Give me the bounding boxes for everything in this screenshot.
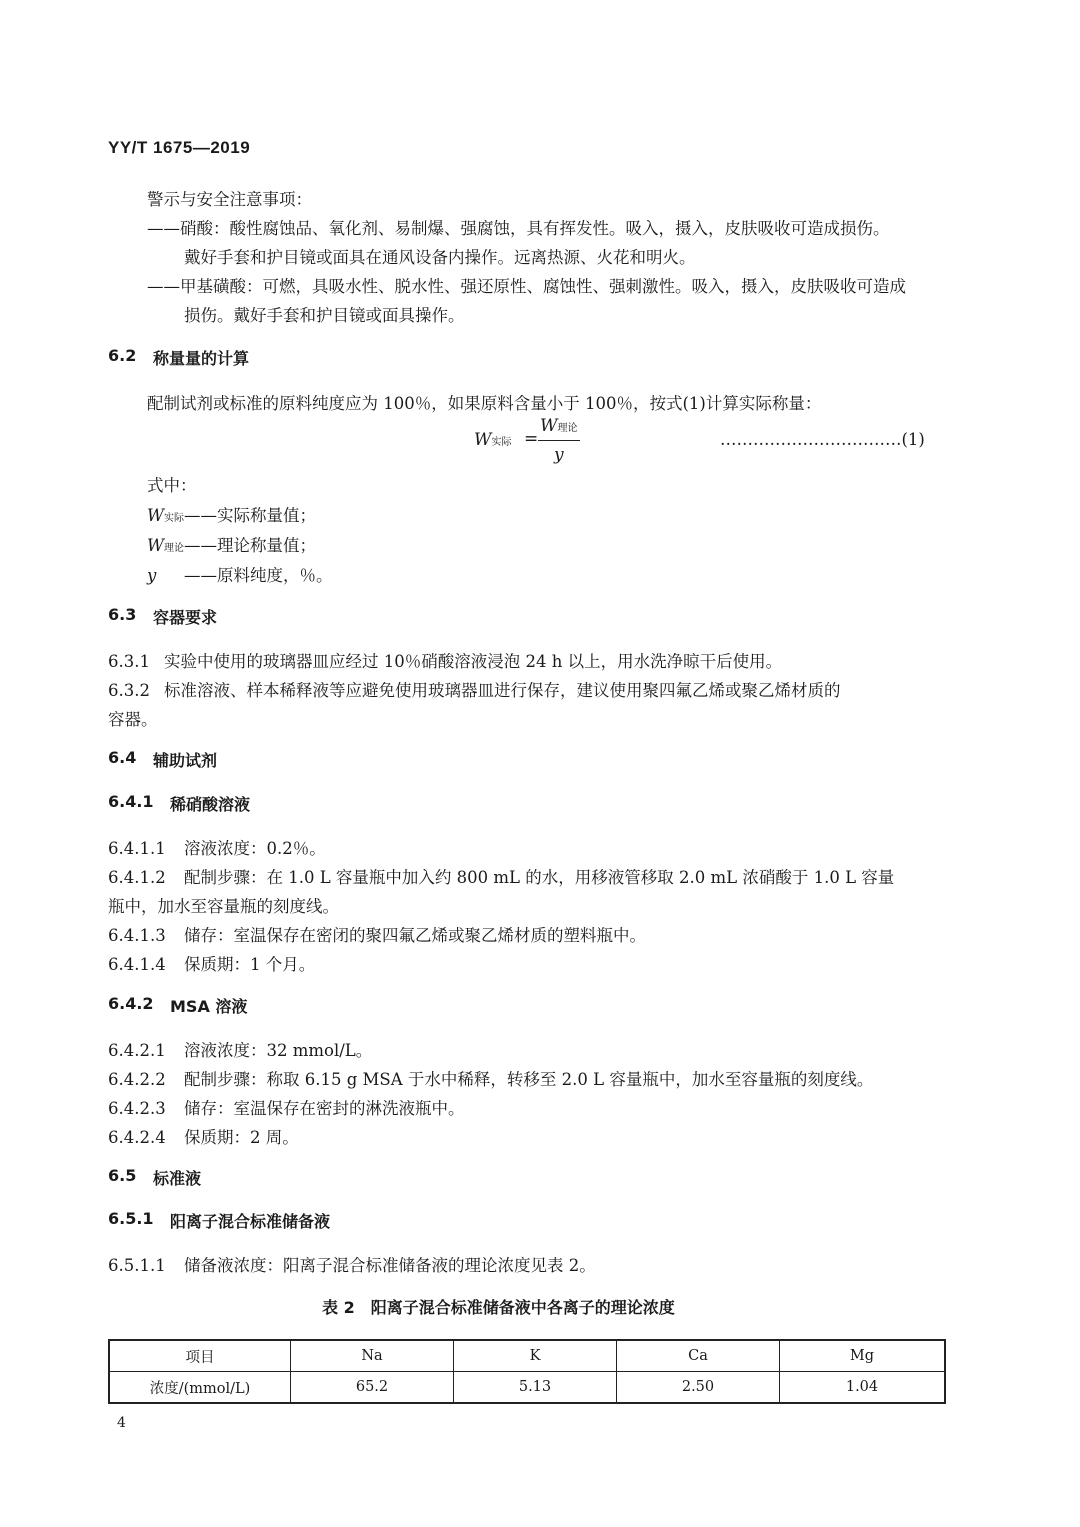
clause-6-3-2: 6.3.2 标准溶液、样本稀释液等应避免使用玻璃器皿进行保存，建议使用聚四氟乙烯或聚乙烯材质的 bbox=[108, 681, 841, 700]
table-cell: 1.04 bbox=[780, 1372, 946, 1404]
section-6-3-title: 容器要求 bbox=[153, 608, 218, 627]
table-header-cell: 项目 bbox=[109, 1340, 291, 1372]
table-header-cell: Mg bbox=[780, 1340, 946, 1372]
safety-msa-line1: ——甲基磺酸：可燃，具吸水性、脱水性、强还原性、腐蚀性、强刺激性。吸入，摄入，皮肤吸收可造成 bbox=[147, 277, 906, 296]
where-label: 式中： bbox=[147, 476, 197, 495]
section-6-5-title: 标准液 bbox=[153, 1169, 202, 1188]
table-header-cell: Ca bbox=[617, 1340, 780, 1372]
fraction-bar bbox=[538, 440, 580, 441]
clause-6-5-1-1: 6.5.1.1 储备液浓度：阳离子混合标准储备液的理论浓度见表 2。 bbox=[108, 1256, 596, 1275]
section-6-5-1-number: 6.5.1 bbox=[108, 1209, 154, 1228]
standard-number: YY/T 1675—2019 bbox=[108, 138, 251, 157]
clause-6-4-2-4: 6.4.2.4 保质期：2 周。 bbox=[108, 1128, 299, 1147]
safety-nitric-line2: 戴好手套和护目镜或面具在通风设备内操作。远离热源、火花和明火。 bbox=[184, 248, 696, 267]
definition-w-actual: W实际——实际称量值； bbox=[147, 506, 316, 525]
section-6-4-2-number: 6.4.2 bbox=[108, 994, 154, 1013]
section-6-5-number: 6.5 bbox=[108, 1166, 137, 1185]
section-6-4-number: 6.4 bbox=[108, 748, 137, 767]
section-6-4-1-title: 稀硝酸溶液 bbox=[170, 795, 251, 814]
safety-title: 警示与安全注意事项： bbox=[147, 190, 312, 209]
section-6-3-number: 6.3 bbox=[108, 605, 137, 624]
formula-reference: ……………………………(1) bbox=[720, 430, 925, 449]
table-cell: 2.50 bbox=[617, 1372, 780, 1404]
definition-w-theory: W理论——理论称量值； bbox=[147, 536, 316, 555]
clause-6-4-1-1: 6.4.1.1 溶液浓度：0.2％。 bbox=[108, 839, 326, 858]
clause-6-4-1-2-cont: 瓶中，加水至容量瓶的刻度线。 bbox=[108, 897, 339, 916]
table-header-row bbox=[109, 1340, 945, 1372]
table-header-cell: Na bbox=[291, 1340, 454, 1372]
section-6-4-2-title: MSA 溶液 bbox=[170, 997, 248, 1016]
formula-equals: = bbox=[524, 429, 539, 449]
table-header-cell: K bbox=[454, 1340, 617, 1372]
section-6-5-1-title: 阳离子混合标准储备液 bbox=[170, 1212, 331, 1231]
formula-denominator: y bbox=[554, 445, 564, 465]
formula-numerator-sub: 理论 bbox=[557, 423, 578, 434]
table-cell: 浓度/(mmol/L) bbox=[109, 1372, 291, 1404]
table-row bbox=[109, 1372, 945, 1404]
formula-numerator: W bbox=[540, 416, 558, 436]
section-6-2-number: 6.2 bbox=[108, 346, 137, 365]
section-6-2-title: 称量量的计算 bbox=[153, 349, 250, 368]
table-cell: 5.13 bbox=[454, 1372, 617, 1404]
clause-6-4-1-4: 6.4.1.4 保质期：1 个月。 bbox=[108, 955, 316, 974]
clause-6-4-1-2: 6.4.1.2 配制步骤：在 1.0 L 容量瓶中加入约 800 mL 的水，用移液管移取 2.0 mL 浓硝酸于 1.0 L 容量 bbox=[108, 868, 895, 887]
clause-6-4-2-2: 6.4.2.2 配制步骤：称取 6.15 g MSA 于水中稀释，转移至 2.0 L 容量瓶中，加水至容量瓶的刻度线。 bbox=[108, 1070, 874, 1089]
clause-6-4-1-3: 6.4.1.3 储存：室温保存在密闭的聚四氟乙烯或聚乙烯材质的塑料瓶中。 bbox=[108, 926, 646, 945]
clause-6-4-2-3: 6.4.2.3 储存：室温保存在密封的淋洗液瓶中。 bbox=[108, 1099, 465, 1118]
page-number: 4 bbox=[117, 1415, 126, 1431]
table-2-caption: 表 2 阳离子混合标准储备液中各离子的理论浓度 bbox=[322, 1298, 675, 1317]
definition-y: y ——原料纯度，％。 bbox=[147, 566, 333, 585]
clause-6-4-2-1: 6.4.2.1 溶液浓度：32 mmol/L。 bbox=[108, 1041, 373, 1060]
safety-msa-line2: 损伤。戴好手套和护目镜或面具操作。 bbox=[184, 306, 465, 325]
section-6-2-intro: 配制试剂或标准的原料纯度应为 100％，如果原料含量小于 100％，按式(1)计算实际称量： bbox=[147, 394, 822, 413]
clause-6-3-1: 6.3.1 实验中使用的玻璃器皿应经过 10％硝酸溶液浸泡 24 h 以上，用水洗净晾干后使用。 bbox=[108, 652, 783, 671]
section-6-4-1-number: 6.4.1 bbox=[108, 792, 154, 811]
section-6-4-title: 辅助试剂 bbox=[153, 751, 218, 770]
table-cell: 65.2 bbox=[291, 1372, 454, 1404]
formula-lhs-sub: 实际 bbox=[491, 437, 512, 448]
formula-lhs: W bbox=[474, 430, 492, 450]
table-2 bbox=[108, 1339, 946, 1404]
clause-6-3-2-cont: 容器。 bbox=[108, 710, 158, 729]
safety-nitric-line1: ——硝酸：酸性腐蚀品、氧化剂、易制爆、强腐蚀，具有挥发性。吸入，摄入，皮肤吸收可造成损伤。 bbox=[147, 219, 890, 238]
